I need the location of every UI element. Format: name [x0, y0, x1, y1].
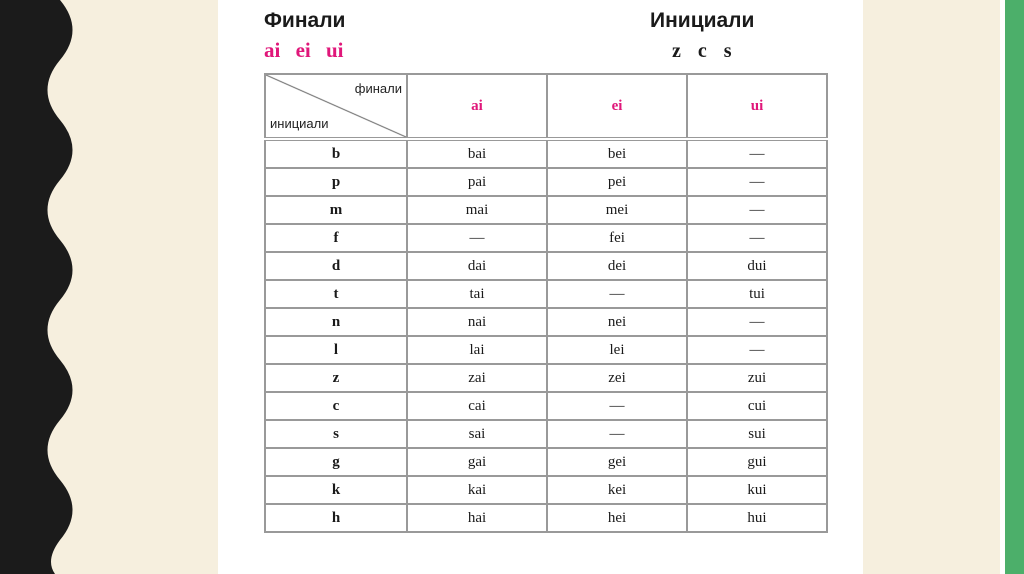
- syllable-cell: —: [687, 139, 827, 168]
- initial-cell: t: [265, 280, 407, 308]
- initial-cell: n: [265, 308, 407, 336]
- table-body: [265, 139, 827, 532]
- corner-cell: [265, 74, 407, 139]
- table-row: [265, 448, 827, 476]
- syllable-cell: bei: [547, 139, 687, 168]
- initial-cell: c: [265, 392, 407, 420]
- initial-cell: l: [265, 336, 407, 364]
- table-row: [265, 139, 827, 168]
- initial-cell: k: [265, 476, 407, 504]
- table-row: [265, 420, 827, 448]
- table-row: [265, 196, 827, 224]
- syllable-cell: gei: [547, 448, 687, 476]
- column-header-ui: ui: [687, 74, 827, 139]
- syllable-cell: cai: [407, 392, 547, 420]
- table-row: [265, 168, 827, 196]
- syllable-cell: fei: [547, 224, 687, 252]
- syllable-cell: nei: [547, 308, 687, 336]
- finals-heading: Финали: [264, 9, 346, 32]
- initial-cell: g: [265, 448, 407, 476]
- corner-label-finals: финали: [354, 81, 402, 96]
- table-row: [265, 224, 827, 252]
- syllable-cell: —: [687, 224, 827, 252]
- initial-cell: d: [265, 252, 407, 280]
- syllable-cell: hai: [407, 504, 547, 532]
- table-row: [265, 476, 827, 504]
- syllable-cell: tai: [407, 280, 547, 308]
- green-side-bar: [1005, 0, 1024, 574]
- syllable-cell: zui: [687, 364, 827, 392]
- initial-cell: h: [265, 504, 407, 532]
- wavy-border-decoration: [0, 0, 90, 574]
- syllable-cell: bai: [407, 139, 547, 168]
- syllable-cell: mei: [547, 196, 687, 224]
- syllable-cell: gui: [687, 448, 827, 476]
- finals-list: ai ei ui: [264, 38, 344, 62]
- syllable-cell: hei: [547, 504, 687, 532]
- initial-cell: s: [265, 420, 407, 448]
- corner-label-initials: инициали: [270, 116, 329, 131]
- syllable-cell: —: [687, 336, 827, 364]
- initial-cell: b: [265, 139, 407, 168]
- syllable-cell: sui: [687, 420, 827, 448]
- syllable-cell: kai: [407, 476, 547, 504]
- syllable-cell: nai: [407, 308, 547, 336]
- table-row: [265, 504, 827, 532]
- table-row: [265, 252, 827, 280]
- syllable-cell: —: [687, 168, 827, 196]
- syllable-cell: —: [687, 308, 827, 336]
- syllable-cell: pai: [407, 168, 547, 196]
- table-row: [265, 336, 827, 364]
- syllable-cell: hui: [687, 504, 827, 532]
- table-row: [265, 364, 827, 392]
- syllable-cell: mai: [407, 196, 547, 224]
- syllable-cell: —: [547, 420, 687, 448]
- syllable-cell: gai: [407, 448, 547, 476]
- initials-heading: Инициали: [650, 9, 755, 32]
- initial-cell: z: [265, 364, 407, 392]
- syllable-cell: kei: [547, 476, 687, 504]
- syllable-cell: sai: [407, 420, 547, 448]
- syllable-cell: zei: [547, 364, 687, 392]
- syllable-cell: lai: [407, 336, 547, 364]
- syllable-cell: cui: [687, 392, 827, 420]
- initial-cell: f: [265, 224, 407, 252]
- syllable-cell: dai: [407, 252, 547, 280]
- syllable-cell: dui: [687, 252, 827, 280]
- syllable-cell: zai: [407, 364, 547, 392]
- syllable-cell: dei: [547, 252, 687, 280]
- syllable-cell: kui: [687, 476, 827, 504]
- table-row: [265, 392, 827, 420]
- initial-cell: m: [265, 196, 407, 224]
- column-header-ei: ei: [547, 74, 687, 139]
- slide-page: [218, 0, 863, 574]
- syllable-cell: —: [407, 224, 547, 252]
- column-header-ai: ai: [407, 74, 547, 139]
- initials-list: z c s: [672, 40, 732, 62]
- syllable-cell: —: [547, 280, 687, 308]
- syllable-cell: —: [687, 196, 827, 224]
- initial-cell: p: [265, 168, 407, 196]
- syllable-cell: lei: [547, 336, 687, 364]
- syllable-table: [264, 73, 828, 533]
- table-row: [265, 308, 827, 336]
- syllable-cell: pei: [547, 168, 687, 196]
- table-row: [265, 280, 827, 308]
- syllable-cell: tui: [687, 280, 827, 308]
- table-header-row: [265, 74, 827, 139]
- syllable-cell: —: [547, 392, 687, 420]
